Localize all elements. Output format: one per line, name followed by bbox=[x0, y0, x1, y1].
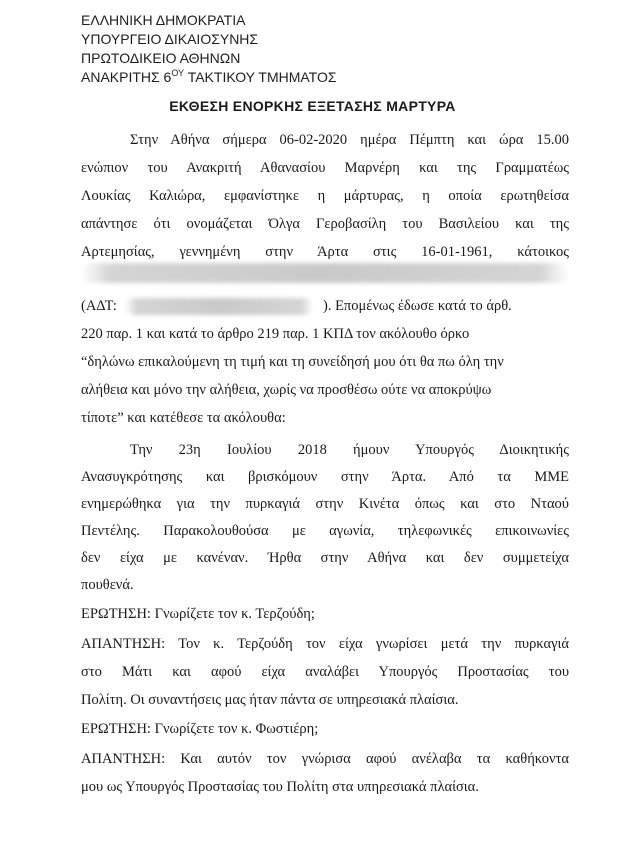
header-republic: ΕΛΛΗΝΙΚΗ ΔΗΜΟΚΡΑΤΙΑ bbox=[81, 12, 246, 28]
p1-line-2: ενώπιον του Ανακριτή Αθανασίου Μαρνέρη και της Γραμματέως bbox=[81, 160, 569, 176]
p1-line-6 bbox=[81, 296, 569, 316]
p2-line-4: Πεντέλης. Παρακολουθούσα με αγωνία, τηλεφωνικές επικοινωνίες bbox=[81, 523, 569, 539]
header-investigator-prefix: ΑΝΑΚΡΙΤΗΣ 6 bbox=[81, 69, 172, 85]
p2-line-5: δεν είχα με κανέναν. Ήρθα στην Αθήνα και δεν συμμετείχα bbox=[81, 550, 569, 566]
p2-line-6: πουθενά. bbox=[81, 577, 134, 593]
header-investigator bbox=[81, 68, 337, 87]
p1-line-8: “δηλώνω επικαλούμενη τη τιμή και τη συνείδησή μου ότι θα πω όλη την bbox=[81, 354, 504, 370]
p2-line-1: Την 23η Ιουλίου 2018 ήμουν Υπουργός Διοικητικής bbox=[130, 442, 569, 458]
answer-1-line-2: στο Μάτι και αφού είχα αναλάβει Υπουργός Προστασίας του bbox=[81, 664, 569, 680]
redacted-id-number bbox=[125, 298, 313, 315]
header-investigator-sup: ΟΥ bbox=[171, 68, 185, 78]
p2-line-2: Ανασυγκρότησης και βρισκόμουν στην Άρτα. Από τα ΜΜΕ bbox=[81, 469, 569, 485]
p1-line-1: Στην Αθήνα σήμερα 06-02-2020 ημέρα Πέμπτη και ώρα 15.00 bbox=[130, 132, 569, 148]
p1-line-4: απάντησε ότι ονομάζεται Όλγα Γεροβασίλη του Βασιλείου και της bbox=[81, 216, 569, 232]
answer-1-line-3: Πολίτη. Οι συναντήσεις μας ήταν πάντα σε υπηρεσιακά πλαίσια. bbox=[81, 692, 459, 708]
p1-line-7: 220 παρ. 1 και κατά το άρθρο 219 παρ. 1 ΚΠΔ τον ακόλουθο όρκο bbox=[81, 326, 470, 342]
adt-suffix: ). Επομένως έδωσε κατά το άρθ. bbox=[323, 298, 512, 314]
header-ministry: ΥΠΟΥΡΓΕΙΟ ΔΙΚΑΙΟΣΥΝΗΣ bbox=[81, 31, 259, 47]
redacted-address bbox=[81, 263, 569, 283]
p1-line-3: Λουκίας Καλιώρα, εμφανίστηκε η μάρτυρας, η οποία ερωτηθείσα bbox=[81, 188, 569, 204]
adt-label: (ΑΔΤ: bbox=[81, 298, 117, 314]
question-1: ΕΡΩΤΗΣΗ: Γνωρίζετε τον κ. Τερζούδη; bbox=[81, 606, 315, 622]
header-court: ΠΡΩΤΟΔΙΚΕΙΟ ΑΘΗΝΩΝ bbox=[81, 50, 241, 66]
answer-2-line-1: ΑΠΑΝΤΗΣΗ: Και αυτόν τον γνώρισα αφού ανέλαβα τα καθήκοντα bbox=[81, 751, 569, 767]
header-investigator-suffix: ΤΑΚΤΙΚΟΥ ΤΜΗΜΑΤΟΣ bbox=[184, 69, 337, 85]
answer-1-line-1: ΑΠΑΝΤΗΣΗ: Τον κ. Τερζούδη τον είχα γνωρίσει μετά την πυρκαγιά bbox=[81, 636, 569, 652]
p2-line-3: ενημερώθηκα για την πυρκαγιά στην Κινέτα όπως και στο Νταού bbox=[81, 496, 569, 512]
document-header bbox=[81, 11, 337, 87]
p1-line-9: αλήθεια και μόνο την αλήθεια, χωρίς να προσθέσω ούτε να αποκρύψω bbox=[81, 382, 492, 398]
question-2: ΕΡΩΤΗΣΗ: Γνωρίζετε τον κ. Φωστιέρη; bbox=[81, 721, 319, 737]
p1-line-5: Αρτεμησίας, γεννημένη στην Άρτα στις 16-01-1961, κάτοικος bbox=[81, 244, 569, 260]
document-title: ΕΚΘΕΣΗ ΕΝΟΡΚΗΣ ΕΞΕΤΑΣΗΣ ΜΑΡΤΥΡΑ bbox=[169, 98, 456, 114]
answer-2-line-2: μου ως Υπουργός Προστασίας του Πολίτη στα υπηρεσιακά πλαίσια. bbox=[81, 779, 479, 795]
p1-line-10: τίποτε” και κατέθεσε τα ακόλουθα: bbox=[81, 410, 286, 426]
